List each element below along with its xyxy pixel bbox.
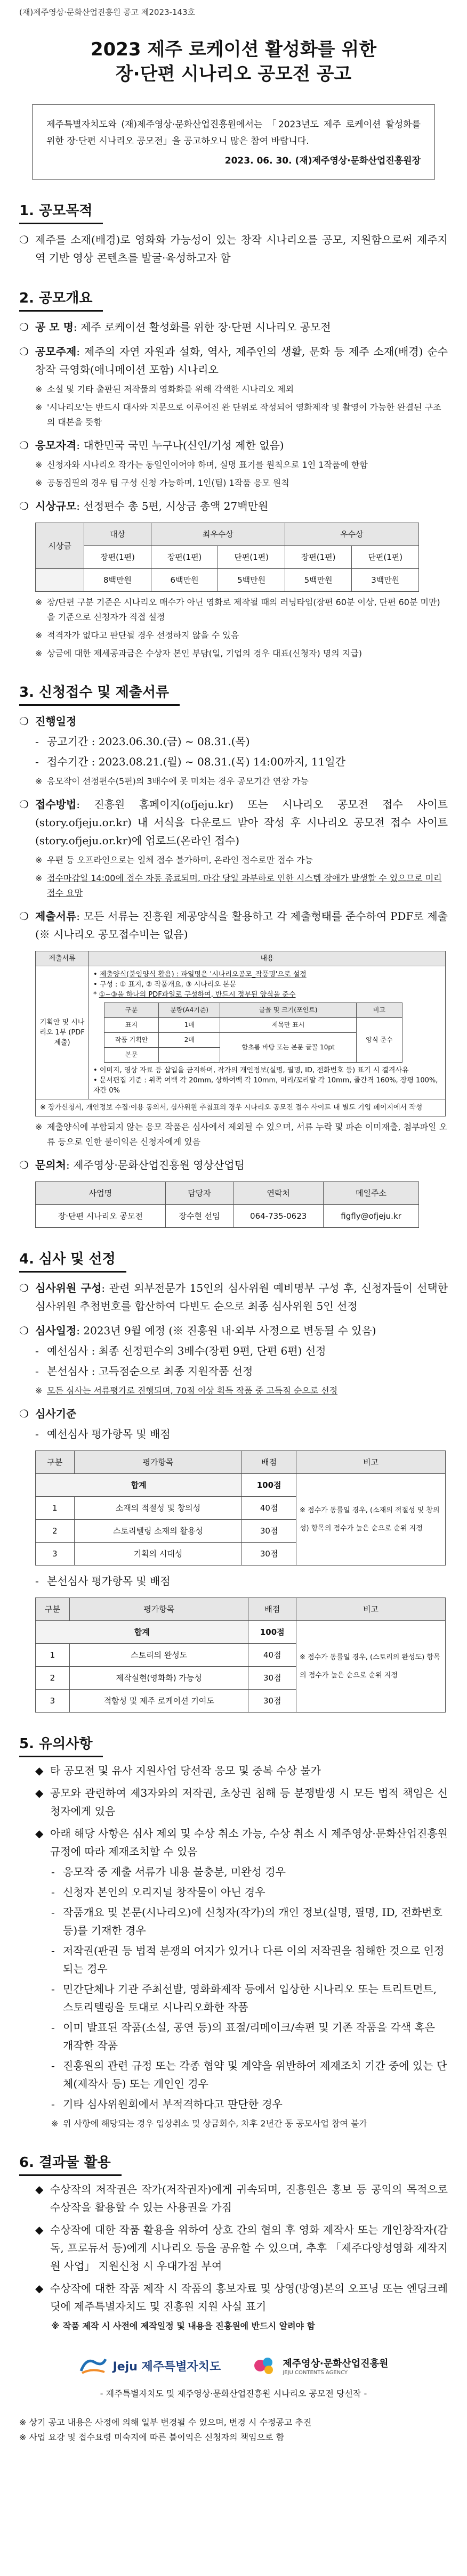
pre-cell: 30점 bbox=[242, 1543, 296, 1566]
s6-item bbox=[35, 2180, 448, 2216]
dash-icon: - bbox=[35, 1344, 39, 1357]
fin-h: 배점 bbox=[248, 1598, 296, 1621]
s4-fin-pre bbox=[19, 1572, 448, 1590]
fin-h: 구분 bbox=[36, 1598, 70, 1621]
s2-prize-label: 시상규모 bbox=[35, 500, 77, 512]
fin-total-value: 100점 bbox=[248, 1621, 296, 1644]
s5-subitem-text: 진흥원의 관련 규정 또는 각종 협약 및 계약을 위반하여 제재조치 기간 중에 있는 단체(제작사 등) 또는 개인인 경우 bbox=[63, 2059, 447, 2090]
bullet-icon: ※ bbox=[35, 402, 43, 412]
jeju-logo-icon bbox=[79, 2355, 108, 2376]
s2-target-note2-text: 공동집필의 경우 팀 구성 신청 가능하며, 1인(팀) 1작품 응모 원칙 bbox=[47, 478, 289, 488]
s6-item bbox=[35, 2279, 448, 2316]
docs-r4: • 이미지, 영상 자료 등 삽입을 금지하며, 작가의 개인정보(실명, 필명, ID, 전화번호 등) 표기 시 결격사유 bbox=[93, 1066, 409, 1074]
contact-h: 담당자 bbox=[165, 1182, 234, 1205]
pre-cell: 소재의 적절성 및 창의성 bbox=[74, 1497, 242, 1520]
s2-topic bbox=[19, 343, 448, 379]
circle-bullet-icon: ❍ bbox=[19, 910, 29, 923]
bullet-icon: ※ bbox=[35, 873, 43, 883]
s3-d1-text: 공고기간 : 2023.06.30.(금) ~ 08.31.(목) bbox=[47, 735, 250, 748]
s5-subitem bbox=[35, 2095, 448, 2113]
s4-crit-pre-text: 예선심사 평가항목 및 배점 bbox=[47, 1428, 171, 1440]
jeju-logo bbox=[79, 2355, 221, 2376]
pre-table bbox=[35, 1450, 446, 1566]
prize-val: 5백만원 bbox=[285, 569, 352, 592]
docs-inner-table bbox=[104, 1002, 402, 1063]
diamond-bullet-icon: ◆ bbox=[35, 1787, 44, 1799]
prize-col: 단편(1편) bbox=[352, 546, 419, 569]
s3-d1 bbox=[19, 732, 448, 751]
contact-h: 메일주소 bbox=[324, 1182, 419, 1205]
s3-d2-text: 접수기간 : 2023.08.21.(월) ~ 08.31.(목) 14:00까지, 11일간 bbox=[47, 755, 345, 768]
prize-merit-header: 우수상 bbox=[285, 523, 418, 546]
docs-r3: * ①~③을 하나의 PDF파일로 구성하여, 반드시 정부된 양식을 준수 bbox=[93, 991, 296, 999]
prize-table bbox=[35, 523, 419, 592]
page-title: 2023 제주 로케이션 활성화를 위한 bbox=[90, 39, 377, 60]
s2-target-note-text: 신청자와 시나리오 작가는 동일인이어야 하며, 실명 표기를 원칙으로 1인 1작품에 한함 bbox=[47, 460, 368, 470]
s5-subitem bbox=[35, 1903, 448, 1939]
s3-docs-n2 bbox=[19, 1120, 448, 1150]
docs-inner-cell: 작품 기획안 bbox=[104, 1033, 159, 1048]
fin-cell: 30점 bbox=[248, 1667, 296, 1690]
s5-subitem-text: 이미 발표된 작품(소설, 공연 등)의 표절/리메이크/속편 및 기존 작품을 각색 혹은 개작한 작품 bbox=[63, 2021, 435, 2052]
s3-method-n2-text: 접수마감일 14:00에 접수 자동 종료되며, 마감 당일 과부하로 인한 시스템 장애가 발생할 수 있으므로 미리 접수 요망 bbox=[47, 873, 442, 898]
s2-topic-note2-text: '시나리오'는 반드시 대사와 지문으로 이루어진 완 단위로 작성되어 영화제작 및 촬영이 가능한 완결된 구조의 대본을 뜻함 bbox=[47, 402, 441, 427]
final-note-2: ※ 사업 요강 및 접수요령 미숙지에 따른 불이익은 신청자의 책임으로 함 bbox=[19, 2432, 285, 2442]
final-notes bbox=[19, 2415, 448, 2445]
intro-text: 제주특별자치도와 (재)제주영상·문화산업진흥원에서는 「2023년도 제주 로케이션 활성화를 위한 장·단편 시나리오 공모전」을 공고하오니 많은 참여 바랍니다. bbox=[46, 119, 421, 146]
docs-inner-cell: 함초롬 바탕 또는 본문 글꼴 10pt bbox=[220, 1033, 356, 1063]
diamond-bullet-icon: ◆ bbox=[35, 2223, 44, 2236]
bullet-icon: ※ bbox=[51, 2321, 60, 2331]
s2-topic-text: : 제주의 자연 자원과 설화, 역사, 제주인의 생활, 문화 등 제주 소재(배경) 순수창작 극영화(애니메이션 포함) 시나리오 bbox=[35, 345, 448, 376]
pre-cell: 2 bbox=[36, 1520, 75, 1543]
s2-topic-note2 bbox=[19, 400, 448, 430]
circle-bullet-icon: ❍ bbox=[19, 798, 29, 811]
s3-method-n1-text: 우편 등 오프라인으로는 일체 접수 불가하며, 온라인 접수로만 접수 가능 bbox=[47, 855, 313, 865]
docs-h1: 제출서류 bbox=[36, 951, 89, 966]
diamond-bullet-icon: ◆ bbox=[35, 2183, 44, 2196]
docs-n1: ※ 장가신청서, 개인정보 수집·이용 동의서, 심사위원 추첨표의 경우 시나리오 공모전 접수 사이트 내 별도 기입 페이지에서 작성 bbox=[36, 1099, 446, 1116]
bullet-icon: ※ bbox=[35, 1385, 43, 1396]
docs-h2: 내용 bbox=[89, 951, 446, 966]
s3-contact bbox=[19, 1156, 448, 1174]
pre-h: 평가항목 bbox=[74, 1451, 242, 1474]
prize-table-wrap bbox=[35, 523, 448, 592]
contact-h: 사업명 bbox=[36, 1182, 166, 1205]
agency-logo bbox=[253, 2355, 388, 2376]
s5-item bbox=[35, 1762, 448, 1780]
s4-proc bbox=[19, 1279, 448, 1315]
docs-r3-text: ①~③을 하나의 PDF파일로 구성하여, 반드시 정부된 양식을 준수 bbox=[99, 991, 296, 999]
agency-logo-text: 제주영상·문화산업진흥원 bbox=[283, 2358, 389, 2369]
docs-inner-h: 분량(A4기준) bbox=[159, 1003, 220, 1018]
s5-subitem bbox=[35, 2018, 448, 2055]
docs-table-wrap bbox=[35, 951, 448, 1116]
s2-prize bbox=[19, 497, 448, 515]
s4-sched bbox=[19, 1322, 448, 1340]
s3-docs-label: 제출서류 bbox=[35, 910, 77, 923]
s3-method-label: 접수방법 bbox=[35, 798, 77, 811]
prize-val: 6백만원 bbox=[151, 569, 218, 592]
s2-prize-note1 bbox=[19, 595, 448, 625]
s1-text: 제주를 소재(배경)로 영화화 가능성이 있는 창작 시나리오를 공모, 지원함으로써 제주지역 기반 영상 콘텐츠를 발굴·육성하고자 함 bbox=[35, 233, 448, 264]
prize-grand-header: 대상 bbox=[84, 523, 151, 546]
section-2-title: 2. 공모개요 bbox=[19, 287, 103, 312]
docs-inner-cell bbox=[159, 1048, 220, 1063]
prize-col: 장편(1편) bbox=[84, 546, 151, 569]
notice-ref: (재)제주영상·문화산업진흥원 공고 제2023-143호 bbox=[19, 7, 196, 17]
fin-total-label: 합계 bbox=[36, 1621, 248, 1644]
s5-subitem bbox=[35, 1883, 448, 1901]
dash-icon: - bbox=[51, 1906, 55, 1919]
s3-d2-note bbox=[19, 774, 448, 789]
s3-d2 bbox=[19, 753, 448, 771]
pre-table-wrap bbox=[35, 1450, 448, 1566]
s5-note bbox=[35, 2116, 448, 2131]
s5-item bbox=[35, 1824, 448, 1861]
s5-item bbox=[35, 1784, 448, 1820]
pre-cell: 30점 bbox=[242, 1520, 296, 1543]
fin-table-wrap bbox=[35, 1597, 448, 1713]
diamond-bullet-icon: ◆ bbox=[35, 1827, 44, 1840]
intro-date: 2023. 06. 30. (재)제주영상·문화산업진흥원장 bbox=[224, 156, 421, 166]
pre-h: 배점 bbox=[242, 1451, 296, 1474]
fin-table bbox=[35, 1597, 446, 1713]
prize-table-type-header: 시상금 bbox=[36, 523, 84, 569]
pre-note: ※ 점수가 동률일 경우, (소재의 적절성 및 창의성) 항목의 점수가 높은 순으로 순위 지정 bbox=[296, 1474, 446, 1566]
s3-contact-text: : 제주영상·문화산업진흥원 영상산업팀 bbox=[66, 1159, 245, 1171]
s6-note bbox=[35, 2319, 448, 2334]
contact-email[interactable]: figfly@ofjeju.kr bbox=[324, 1205, 419, 1228]
bullet-icon: ※ bbox=[35, 648, 43, 658]
pre-cell: 스토리텔링 소재의 활용성 bbox=[74, 1520, 242, 1543]
docs-content bbox=[89, 966, 446, 1099]
s5-item-text: 타 공모전 및 유사 지원사업 당선작 응모 및 중복 수상 불가 bbox=[50, 1764, 321, 1777]
s4-sched-d2 bbox=[19, 1362, 448, 1380]
intro-box bbox=[32, 104, 435, 180]
s4-crit bbox=[19, 1405, 448, 1423]
s2-target-text: : 대한민국 국민 누구나(신인/기성 제한 없음) bbox=[76, 439, 284, 452]
pre-cell: 3 bbox=[36, 1543, 75, 1566]
fin-cell: 40점 bbox=[248, 1644, 296, 1667]
s2-target-note bbox=[19, 458, 448, 472]
circle-bullet-icon: ❍ bbox=[19, 345, 29, 358]
s6-note-text: 작품 제작 시 사전에 제작일정 및 내용을 진흥원에 반드시 알려야 함 bbox=[63, 2321, 316, 2331]
docs-inner-h: 구분 bbox=[104, 1003, 159, 1018]
s4-proc-text: : 관련 외부전문가 15인의 심사위원 예비명부 구성 후, 신청자들이 선택한 심사위원 추첨번호를 합산하여 다빈도 순으로 최종 심사위원 5인 선정 bbox=[35, 1282, 448, 1313]
s5-list bbox=[19, 1762, 448, 2131]
docs-r2: • 구성 : ① 표지, ② 작품개요, ③ 시나리오 본문 bbox=[93, 981, 237, 989]
prize-col: 장편(1편) bbox=[285, 546, 352, 569]
prize-val: 8백만원 bbox=[84, 569, 151, 592]
prize-col: 단편(1편) bbox=[218, 546, 285, 569]
s2-target-note2 bbox=[19, 476, 448, 491]
s4-proc-label: 심사위원 구성 bbox=[35, 1282, 102, 1294]
s2-name-label: 공 모 명 bbox=[35, 321, 74, 333]
bullet-icon: ※ bbox=[35, 855, 43, 865]
pre-cell: 40점 bbox=[242, 1497, 296, 1520]
agency-logo-icon bbox=[253, 2355, 277, 2376]
circle-bullet-icon: ❍ bbox=[19, 1159, 29, 1171]
bullet-icon: ※ bbox=[35, 460, 43, 470]
s3-d2-note-text: 응모작이 선정편수(5편)의 3배수에 못 미치는 경우 공모기간 연장 가능 bbox=[47, 776, 309, 786]
docs-n1-text: 장가신청서, 개인정보 수집·이용 동의서, 심사위원 추첨표의 경우 시나리오 공모전 접수 사이트 내 별도 기입 페이지에서 작성 bbox=[48, 1104, 423, 1112]
s5-subitem-text: 작품개요 및 본문(시나리오)에 신청자(작가)의 개인 정보(실명, 필명, ID, 전화번호 등)를 기재한 경우 bbox=[63, 1906, 442, 1937]
dash-icon: - bbox=[51, 1983, 55, 1995]
s3-method-n2 bbox=[19, 871, 448, 901]
docs-r2-text: 구성 : ① 표지, ② 작품개요, ③ 시나리오 본문 bbox=[99, 981, 237, 989]
circle-bullet-icon: ❍ bbox=[19, 715, 29, 728]
fin-cell: 2 bbox=[36, 1667, 70, 1690]
circle-bullet-icon: ❍ bbox=[19, 1324, 29, 1337]
docs-inner-h: 글꼴 및 크기(포인트) bbox=[220, 1003, 356, 1018]
fin-cell: 스토리의 완성도 bbox=[69, 1644, 248, 1667]
contact-table-wrap bbox=[35, 1181, 448, 1228]
docs-table bbox=[35, 951, 446, 1116]
docs-inner-cell: 양식 준수 bbox=[356, 1018, 402, 1063]
pre-total-label: 합계 bbox=[36, 1474, 242, 1497]
s5-item-text: 아래 해당 사항은 심사 제외 및 수상 취소 가능, 수상 취소 시 제주영상·문화산업진흥원 규정에 따라 제재조치할 수 있음 bbox=[50, 1827, 448, 1858]
s4-crit-label: 심사기준 bbox=[35, 1407, 77, 1420]
fin-cell: 1 bbox=[36, 1644, 70, 1667]
dash-icon: - bbox=[35, 735, 39, 748]
diamond-bullet-icon: ◆ bbox=[35, 1764, 44, 1777]
s2-name-text: : 제주 로케이션 활성화를 위한 장·단편 시나리오 공모전 bbox=[73, 321, 331, 333]
s2-topic-note1-text: 소설 및 기타 출판된 저작물의 영화화를 위해 각색한 시나리오 제외 bbox=[47, 384, 294, 394]
prize-col: 장편(1편) bbox=[151, 546, 218, 569]
s2-prize-note2-text: 적격자가 없다고 판단될 경우 선정하지 않을 수 있음 bbox=[47, 630, 239, 640]
contact-h: 연락처 bbox=[234, 1182, 324, 1205]
jeju-logo-text: Jeju 제주특별자치도 bbox=[112, 2360, 221, 2374]
s5-subitem bbox=[35, 1942, 448, 1978]
dash-icon: - bbox=[51, 2059, 55, 2072]
s3-docs-text: : 모든 서류는 진흥원 제공양식을 활용하고 각 제출형태를 준수하여 PDF로 제출 (※ 시나리오 공모접수비는 없음) bbox=[35, 910, 448, 941]
circle-bullet-icon: ❍ bbox=[19, 233, 29, 246]
fin-cell: 30점 bbox=[248, 1690, 296, 1713]
s4-sched-d1-text: 예선심사 : 최종 선정편수의 3배수(장편 9편, 단편 6편) 선정 bbox=[47, 1344, 326, 1357]
s2-topic-note1 bbox=[19, 382, 448, 397]
s5-note-text: 위 사항에 해당되는 경우 입상취소 및 상금회수, 차후 2년간 동 공모사업 참여 불가 bbox=[63, 2118, 367, 2129]
s2-name bbox=[19, 318, 448, 336]
s4-sched-note bbox=[19, 1383, 448, 1398]
docs-r5: • 문서편집 기준 : 위쪽 여백 각 20mm, 상하여백 각 10mm, 머리/꼬리말 각 10mm, 줄간격 160%, 장평 100%, 자간 0% bbox=[93, 1077, 438, 1095]
s2-prize-note1-text: 장/단편 구분 기준은 시나리오 매수가 아닌 영화로 제작될 때의 러닝타임(장편 60분 이상, 단편 60분 미만)을 기준으로 신청자가 직접 설정 bbox=[47, 597, 440, 622]
footer-logos bbox=[19, 2355, 448, 2376]
dash-icon: - bbox=[51, 1944, 55, 1957]
bullet-icon: ※ bbox=[35, 1122, 43, 1132]
s5-subitem bbox=[35, 1863, 448, 1881]
fin-note: ※ 점수가 동률일 경우, (스토리의 완성도) 항목의 점수가 높은 순으로 순위 지정 bbox=[296, 1621, 446, 1713]
s3-method-n1 bbox=[19, 853, 448, 868]
circle-bullet-icon: ❍ bbox=[19, 1282, 29, 1294]
s4-sched-label: 심사일정 bbox=[35, 1324, 77, 1337]
page-title-2: 장·단편 시나리오 공모전 공고 bbox=[115, 63, 352, 85]
s5-subitem bbox=[35, 1980, 448, 2016]
s5-item-text: 공모와 관련하여 제3자와의 저작권, 초상권 침해 등 분쟁발생 시 모든 법적 책임은 신청자에게 있음 bbox=[50, 1787, 448, 1817]
s5-subitem-text: 민간단체나 기관 주최선발, 영화화제작 등에서 입상한 시나리오 또는 트리트먼트, 스토리텔링을 토대로 시나리오화한 작품 bbox=[63, 1983, 437, 2013]
bullet-icon: ※ bbox=[51, 2118, 59, 2129]
bullet-icon: ※ bbox=[35, 597, 43, 607]
s2-prize-note3 bbox=[19, 646, 448, 661]
s2-target bbox=[19, 436, 448, 454]
s3-contact-label: 문의처 bbox=[35, 1159, 66, 1171]
contact-cell: 장·단편 시나리오 공모전 bbox=[36, 1205, 166, 1228]
dash-icon: - bbox=[51, 1865, 55, 1878]
s3-period bbox=[19, 712, 448, 730]
circle-bullet-icon: ❍ bbox=[19, 500, 29, 512]
prize-val: 3백만원 bbox=[352, 569, 419, 592]
s6-item-text: 수상작에 대한 작품 활용을 위하여 상호 간의 협의 후 영화 제작사 또는 개인창작자(감독, 프로듀서 등)에게 시나리오 등을 공유할 수 있으며, 추후 「제주다양성영화 제작지원 사업」 지원신청 시 우대가점 부여 bbox=[50, 2223, 448, 2272]
s6-item bbox=[35, 2221, 448, 2275]
dash-icon: - bbox=[51, 2021, 55, 2034]
section-6-title: 6. 결과물 활용 bbox=[19, 2151, 122, 2176]
pre-cell: 1 bbox=[36, 1497, 75, 1520]
dash-icon: - bbox=[51, 2098, 55, 2110]
s6-item-text: 수상작의 저작권은 작가(저작권자)에게 귀속되며, 진흥원은 홍보 등 공익의 목적으로 수상작을 활용할 수 있는 사용권을 가짐 bbox=[50, 2183, 448, 2214]
docs-inner-cell: 제목만 표시 bbox=[220, 1018, 356, 1033]
s5-subitem bbox=[35, 2057, 448, 2093]
docs-r1-text: 제출양식(붙임양식 활용) : 파일명은 '시나리오공모_작품명'으로 설정 bbox=[99, 971, 307, 979]
section-1-title: 1. 공모목적 bbox=[19, 200, 103, 224]
circle-bullet-icon: ❍ bbox=[19, 1407, 29, 1420]
dash-icon: - bbox=[35, 1428, 39, 1440]
contact-cell: 064-735-0623 bbox=[234, 1205, 324, 1228]
agency-logo-en: JEJU CONTENTS AGENCY bbox=[283, 2369, 348, 2376]
docs-inner-cell: 1매 bbox=[159, 1018, 220, 1033]
fin-h: 비고 bbox=[296, 1598, 446, 1621]
s1-text-block bbox=[19, 231, 448, 267]
pre-total-value: 100점 bbox=[242, 1474, 296, 1497]
dash-icon: - bbox=[35, 1575, 39, 1587]
docs-inner-h: 비고 bbox=[356, 1003, 402, 1018]
footer-line: - 제주특별자치도 및 제주영상·문화산업진흥원 시나리오 공모전 당선작 - bbox=[100, 2388, 367, 2399]
docs-inner-cell: 본문 bbox=[104, 1048, 159, 1063]
circle-bullet-icon: ❍ bbox=[19, 321, 29, 333]
section-3-title: 3. 신청접수 및 제출서류 bbox=[19, 681, 180, 706]
s2-target-label: 응모자격 bbox=[35, 439, 77, 452]
s3-docs bbox=[19, 907, 448, 943]
s4-sched-note-text: 모든 심사는 서류평가로 진행되며, 70점 이상 획득 작품 중 고득점 순으로 선정 bbox=[47, 1385, 338, 1396]
s3-method bbox=[19, 795, 448, 850]
s3-docs-n2-text: 제출양식에 부합되지 않는 응모 작품은 심사에서 제외될 수 있으며, 서류 누락 및 파손 이미재출, 첨부파일 오류 등으로 인한 불이익은 신청자에게 있음 bbox=[47, 1122, 448, 1147]
dash-icon: - bbox=[35, 755, 39, 768]
section-4-title: 4. 심사 및 선정 bbox=[19, 1248, 126, 1273]
s2-prize-text: : 선정편수 총 5편, 시상금 총액 27백만원 bbox=[76, 500, 269, 512]
pre-h: 구분 bbox=[36, 1451, 75, 1474]
bullet-icon: ※ bbox=[35, 630, 43, 640]
prize-best-header: 최우수상 bbox=[151, 523, 285, 546]
diamond-bullet-icon: ◆ bbox=[35, 2282, 44, 2295]
s5-subitem-text: 응모작 중 제출 서류가 내용 불충분, 미완성 경우 bbox=[63, 1865, 286, 1878]
s2-prize-note3-text: 상금에 대한 제세공과금은 수상자 본인 부담(일, 기업의 경우 대표(신청자) 명의 지급) bbox=[47, 648, 362, 658]
bullet-icon: ※ bbox=[35, 384, 43, 394]
s4-sched-d1 bbox=[19, 1342, 448, 1360]
s6-item-text: 수상작에 대한 작품 제작 시 작품의 홍보자료 및 상영(방영)본의 오프닝 또는 엔딩크레딧에 제주특별자치도 및 진흥원 지원 사실 표기 bbox=[50, 2282, 448, 2313]
dash-icon: - bbox=[51, 1886, 55, 1898]
circle-bullet-icon: ❍ bbox=[19, 439, 29, 452]
s5-subitem-text: 신청자 본인의 오리지널 창작물이 아닌 경우 bbox=[63, 1886, 265, 1898]
fin-h: 평가항목 bbox=[69, 1598, 248, 1621]
s2-prize-note2 bbox=[19, 628, 448, 643]
bullet-icon: ※ bbox=[35, 776, 43, 786]
prize-amount-label bbox=[36, 569, 84, 592]
s4-fin-pre-text: 본선심사 평가항목 및 배점 bbox=[47, 1575, 171, 1587]
final-note-1: ※ 상기 공고 내용은 사정에 의해 일부 변경될 수 있으며, 변경 시 수정공고 추진 bbox=[19, 2417, 312, 2427]
s4-sched-d2-text: 본선심사 : 고득점순으로 최종 지원작품 선정 bbox=[47, 1365, 253, 1377]
docs-r5-text: 문서편집 기준 : 위쪽 여백 각 20mm, 상하여백 각 10mm, 머리/꼬리말 각 10mm, 줄간격 160%, 장평 100%, 자간 0% bbox=[93, 1077, 438, 1095]
s4-crit-pre bbox=[19, 1425, 448, 1443]
section-5-title: 5. 유의사항 bbox=[19, 1733, 103, 1757]
docs-left: 기획안 및 시나리오 1부 (PDF 제출) bbox=[36, 966, 89, 1099]
docs-inner-cell: 표지 bbox=[104, 1018, 159, 1033]
fin-cell: 제작실현(영화화) 가능성 bbox=[69, 1667, 248, 1690]
s3-period-label: 진행일정 bbox=[35, 715, 77, 728]
prize-val: 5백만원 bbox=[218, 569, 285, 592]
s5-subitem-text: 기타 심사위원회에서 부적격하다고 판단한 경우 bbox=[63, 2098, 283, 2110]
contact-table bbox=[35, 1181, 419, 1228]
bullet-icon: ※ bbox=[35, 478, 43, 488]
fin-cell: 적합성 및 제주 로케이션 기여도 bbox=[69, 1690, 248, 1713]
dash-icon: - bbox=[35, 1365, 39, 1377]
s4-sched-text: : 2023년 9월 예정 (※ 진흥원 내·외부 사정으로 변동될 수 있음) bbox=[76, 1324, 376, 1337]
docs-r1: • 제출양식(붙임양식 활용) : 파일명은 '시나리오공모_작품명'으로 설정 bbox=[93, 971, 307, 979]
s6-list bbox=[19, 2180, 448, 2334]
contact-cell: 장수현 선임 bbox=[165, 1205, 234, 1228]
s2-topic-label: 공모주제 bbox=[35, 345, 77, 358]
pre-cell: 기획의 시대성 bbox=[74, 1543, 242, 1566]
docs-r4-text: 이미지, 영상 자료 등 삽입을 금지하며, 작가의 개인정보(실명, 필명, ID, 전화번호 등) 표기 시 결격사유 bbox=[99, 1066, 409, 1074]
docs-inner-cell: 2매 bbox=[159, 1033, 220, 1048]
fin-cell: 3 bbox=[36, 1690, 70, 1713]
s5-subitem-text: 저작권(판권 등 법적 분쟁의 여지가 있거나 다른 이의 저작권을 침해한 것으로 인정되는 경우 bbox=[63, 1944, 445, 1975]
s3-method-text: : 진흥원 홈페이지(ofjeju.kr) 또는 시나리오 공모전 접수 사이트(story.ofjeju.or.kr) 내 서식을 다운로드 받아 작성 후 시나리오 공모전 접수 사이트(story.ofjeju.or.kr)에 업로드(온라인 접수) bbox=[35, 798, 448, 847]
pre-h: 비고 bbox=[296, 1451, 446, 1474]
